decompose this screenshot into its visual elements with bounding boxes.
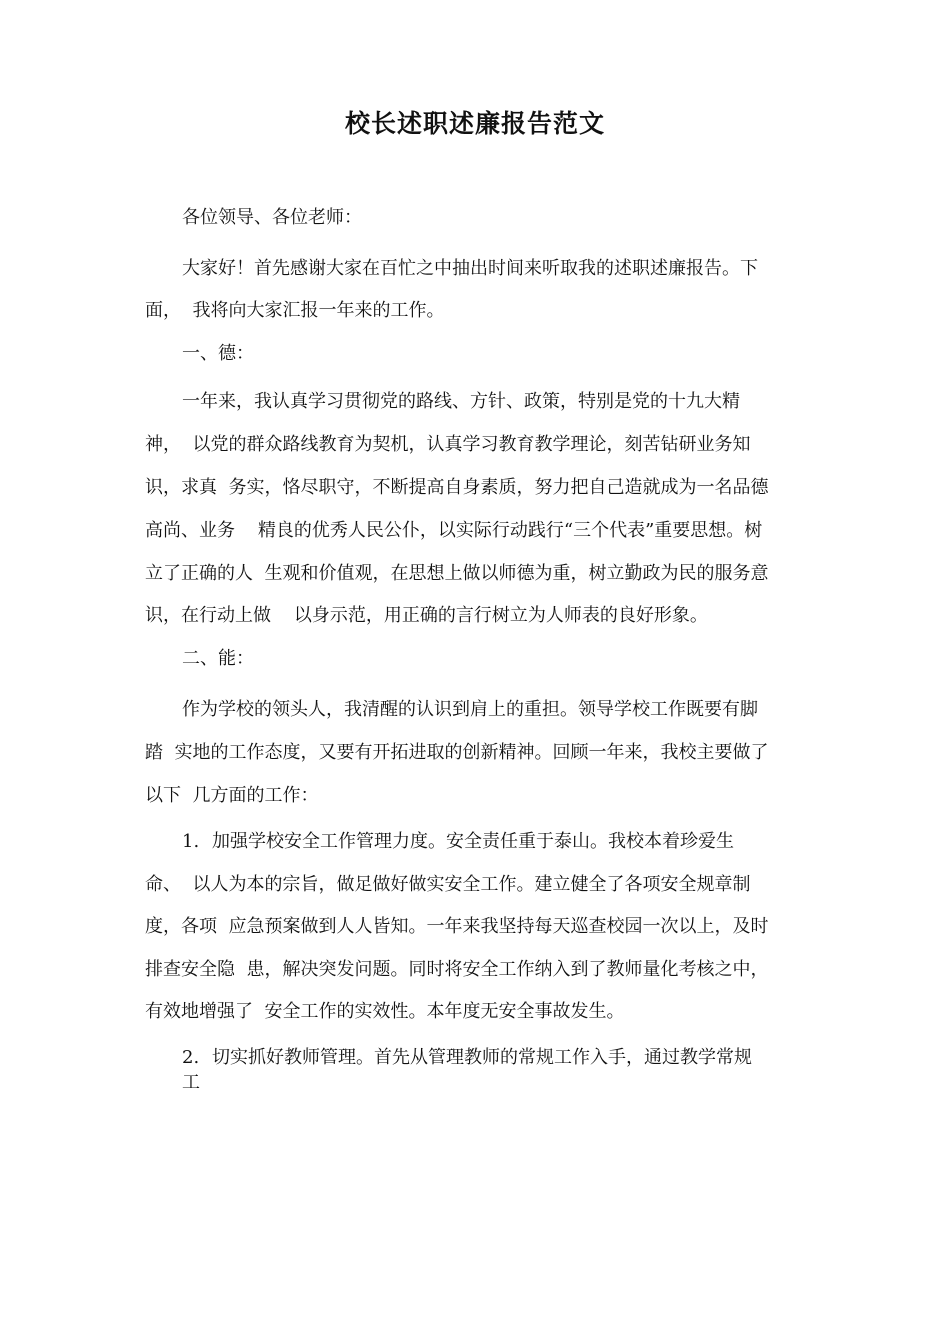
- paragraph-line: 命、 以人为本的宗旨，做足做好做实安全工作。建立健全了各项安全规章制: [145, 874, 751, 895]
- paragraph-line: 一年来，我认真学习贯彻党的路线、方针、政策，特别是党的十九大精: [182, 391, 740, 412]
- document-title: 校长述职述廉报告范文: [344, 109, 605, 138]
- paragraph-line: 度，各项 应急预案做到人人皆知。一年来我坚持每天巡查校园一次以上，及时: [145, 916, 769, 937]
- section-heading: 二、能：: [182, 648, 254, 669]
- section-heading: 一、德：: [182, 343, 254, 364]
- paragraph-line: 排查安全隐 患，解决突发问题。同时将安全工作纳入到了教师量化考核之中，: [145, 959, 769, 980]
- paragraph-line: 作为学校的领头人，我清醒的认识到肩上的重担。领导学校工作既要有脚: [182, 699, 758, 720]
- item-text: 加强学校安全工作管理力度。安全责任重于泰山。我校本着珍爱生: [212, 831, 734, 852]
- numbered-item-2: [182, 1043, 752, 1073]
- paragraph-line: 识，在行动上做 以身示范，用正确的言行树立为人师表的良好形象。: [145, 605, 708, 626]
- item-number: 1.: [182, 831, 200, 852]
- paragraph-line: 以下 几方面的工作：: [145, 785, 319, 806]
- numbered-item-1: [182, 827, 734, 857]
- paragraph-line: 神， 以党的群众路线教育为契机，认真学习教育教学理论，刻苦钻研业务知: [145, 434, 751, 455]
- paragraph-line: 工: [182, 1072, 200, 1093]
- paragraph-line: 大家好！首先感谢大家在百忙之中抽出时间来听取我的述职述廉报告。下: [182, 258, 758, 279]
- salutation: 各位领导、各位老师：: [182, 207, 362, 228]
- paragraph-line: 识，求真 务实，恪尽职守，不断提高自身素质，努力把自己造就成为一名品德: [145, 477, 769, 498]
- paragraph-line: 踏 实地的工作态度，又要有开拓进取的创新精神。回顾一年来，我校主要做了: [145, 742, 769, 763]
- paragraph-line: 高尚、业务 精良的优秀人民公仆，以实际行动践行“三个代表”重要思想。树: [145, 520, 763, 541]
- paragraph-line: 面， 我将向大家汇报一年来的工作。: [145, 300, 445, 321]
- paragraph-line: 有效地增强了 安全工作的实效性。本年度无安全事故发生。: [145, 1001, 625, 1022]
- item-number: 2.: [182, 1047, 200, 1068]
- paragraph-line: 立了正确的人 生观和价值观，在思想上做以师德为重，树立勤政为民的服务意: [145, 563, 769, 584]
- item-text: 切实抓好教师管理。首先从管理教师的常规工作入手，通过教学常规: [212, 1047, 752, 1068]
